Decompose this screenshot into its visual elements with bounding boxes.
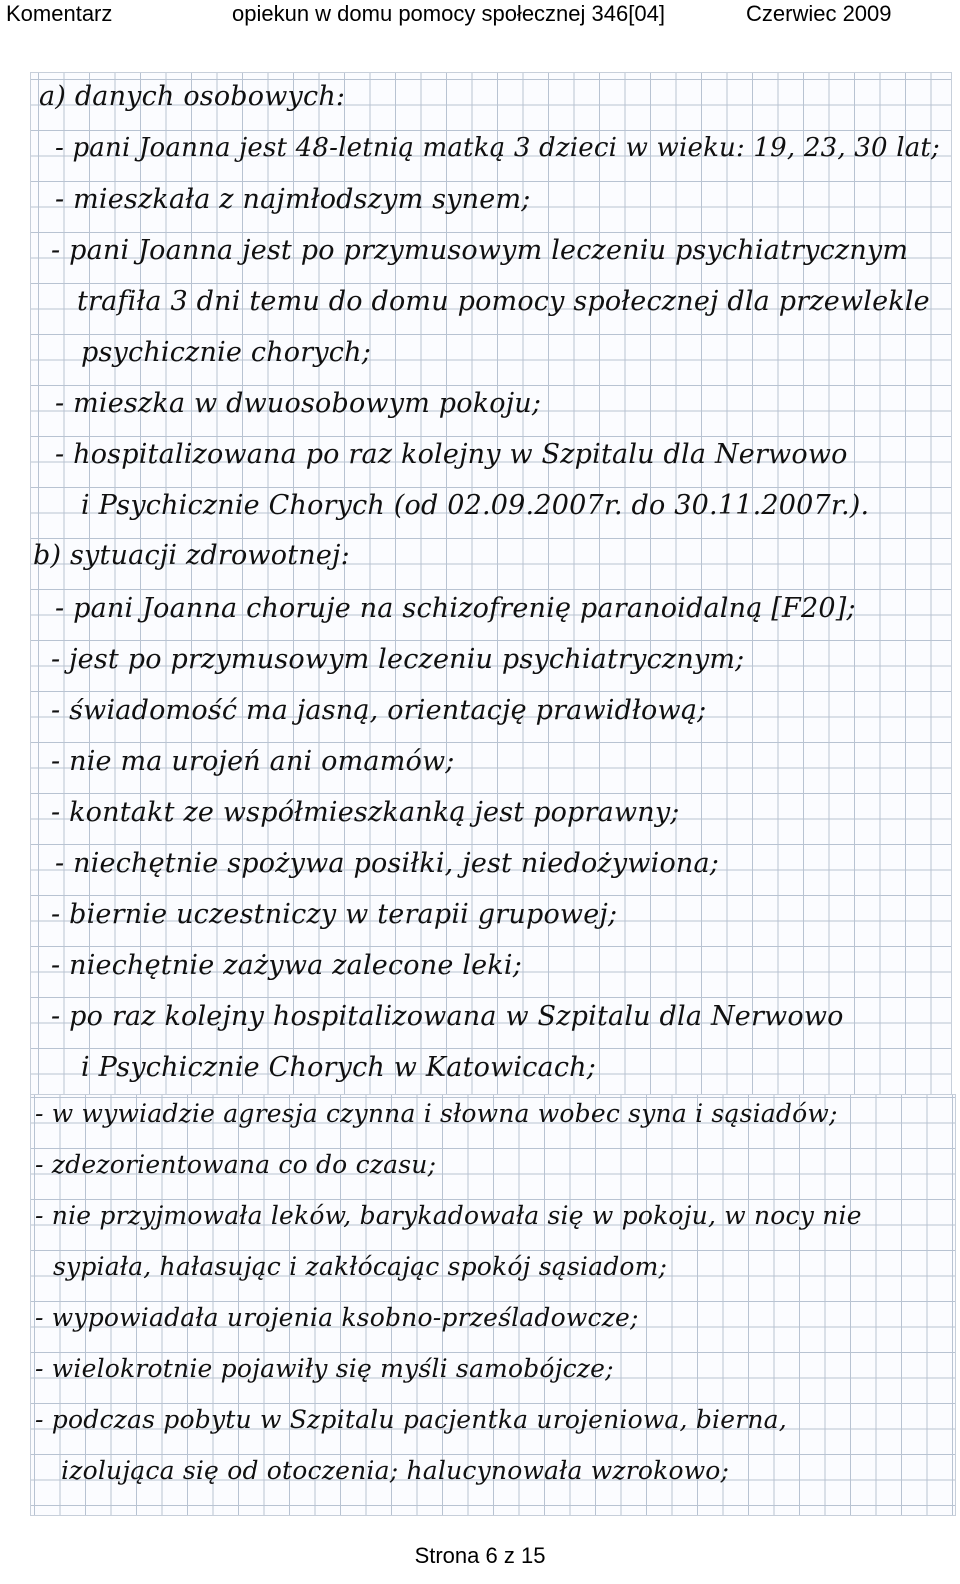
handwritten-line: - mieszka w dwuosobowym pokoju; — [55, 388, 542, 419]
handwritten-line: - podczas pobytu w Szpitalu pacjentka urojeniowa, bierna, — [35, 1405, 787, 1434]
handwritten-line: b) sytuacji zdrowotnej: — [33, 540, 350, 571]
header-title: opiekun w domu pomocy społecznej 346[04] — [232, 1, 665, 26]
handwritten-line: psychicznie chorych; — [81, 337, 372, 368]
handwritten-line: - mieszkała z najmłodszym synem; — [55, 184, 531, 215]
handwritten-line: a) danych osobowych: — [39, 81, 346, 112]
handwritten-line: - zdezorientowana co do czasu; — [35, 1150, 437, 1179]
handwritten-line: trafiła 3 dni temu do domu pomocy społecznej dla przewlekle — [77, 286, 930, 317]
handwritten-line: i Psychicznie Chorych (od 02.09.2007r. do 30.11.2007r.). — [81, 490, 870, 521]
handwritten-line: izolująca się od otoczenia; halucynowała wzrokowo; — [61, 1456, 730, 1485]
handwritten-line: - w wywiadzie agresja czynna i słowna wobec syna i sąsiadów; — [35, 1099, 838, 1128]
handwritten-line: - niechętnie zażywa zalecone leki; — [51, 950, 522, 981]
handwritten-scan-top — [30, 72, 952, 1096]
page-footer — [0, 1540, 960, 1572]
header-date: Czerwiec 2009 — [746, 1, 892, 26]
handwritten-line: - świadomość ma jasną, orientację prawidłową; — [51, 695, 707, 726]
handwritten-line: - kontakt ze współmieszkanką jest poprawny; — [51, 797, 680, 828]
header-label: Komentarz — [6, 1, 113, 26]
handwritten-line: - pani Joanna jest po przymusowym leczeniu psychiatrycznym — [51, 235, 909, 266]
handwritten-line: - pani Joanna choruje na schizofrenię paranoidalną [F20]; — [55, 593, 856, 624]
handwritten-line: - biernie uczestniczy w terapii grupowej; — [51, 899, 618, 930]
page-number: Strona 6 z 15 — [414, 1543, 546, 1568]
handwritten-scan-bottom — [30, 1094, 956, 1516]
handwritten-line: i Psychicznie Chorych w Katowicach; — [81, 1052, 597, 1083]
handwritten-line: - nie ma urojeń ani omamów; — [51, 746, 455, 777]
handwritten-line: - nie przyjmowała leków, barykadowała się w pokoju, w nocy nie — [35, 1201, 862, 1230]
handwritten-line: - hospitalizowana po raz kolejny w Szpitalu dla Nerwowo — [55, 439, 848, 470]
handwritten-line: - pani Joanna jest 48-letnią matką 3 dzieci w wieku: 19, 23, 30 lat; — [55, 133, 941, 163]
handwritten-line: - wypowiadała urojenia ksobno-prześladowcze; — [35, 1303, 639, 1332]
handwritten-line: sypiała, hałasując i zakłócając spokój sąsiadom; — [53, 1252, 668, 1281]
handwritten-line: - jest po przymusowym leczeniu psychiatrycznym; — [51, 644, 745, 675]
handwritten-line: - niechętnie spożywa posiłki, jest niedożywiona; — [55, 848, 720, 879]
handwritten-line: - wielokrotnie pojawiły się myśli samobójcze; — [35, 1354, 614, 1383]
page-header — [0, 0, 960, 30]
handwritten-line: - po raz kolejny hospitalizowana w Szpitalu dla Nerwowo — [51, 1001, 844, 1032]
